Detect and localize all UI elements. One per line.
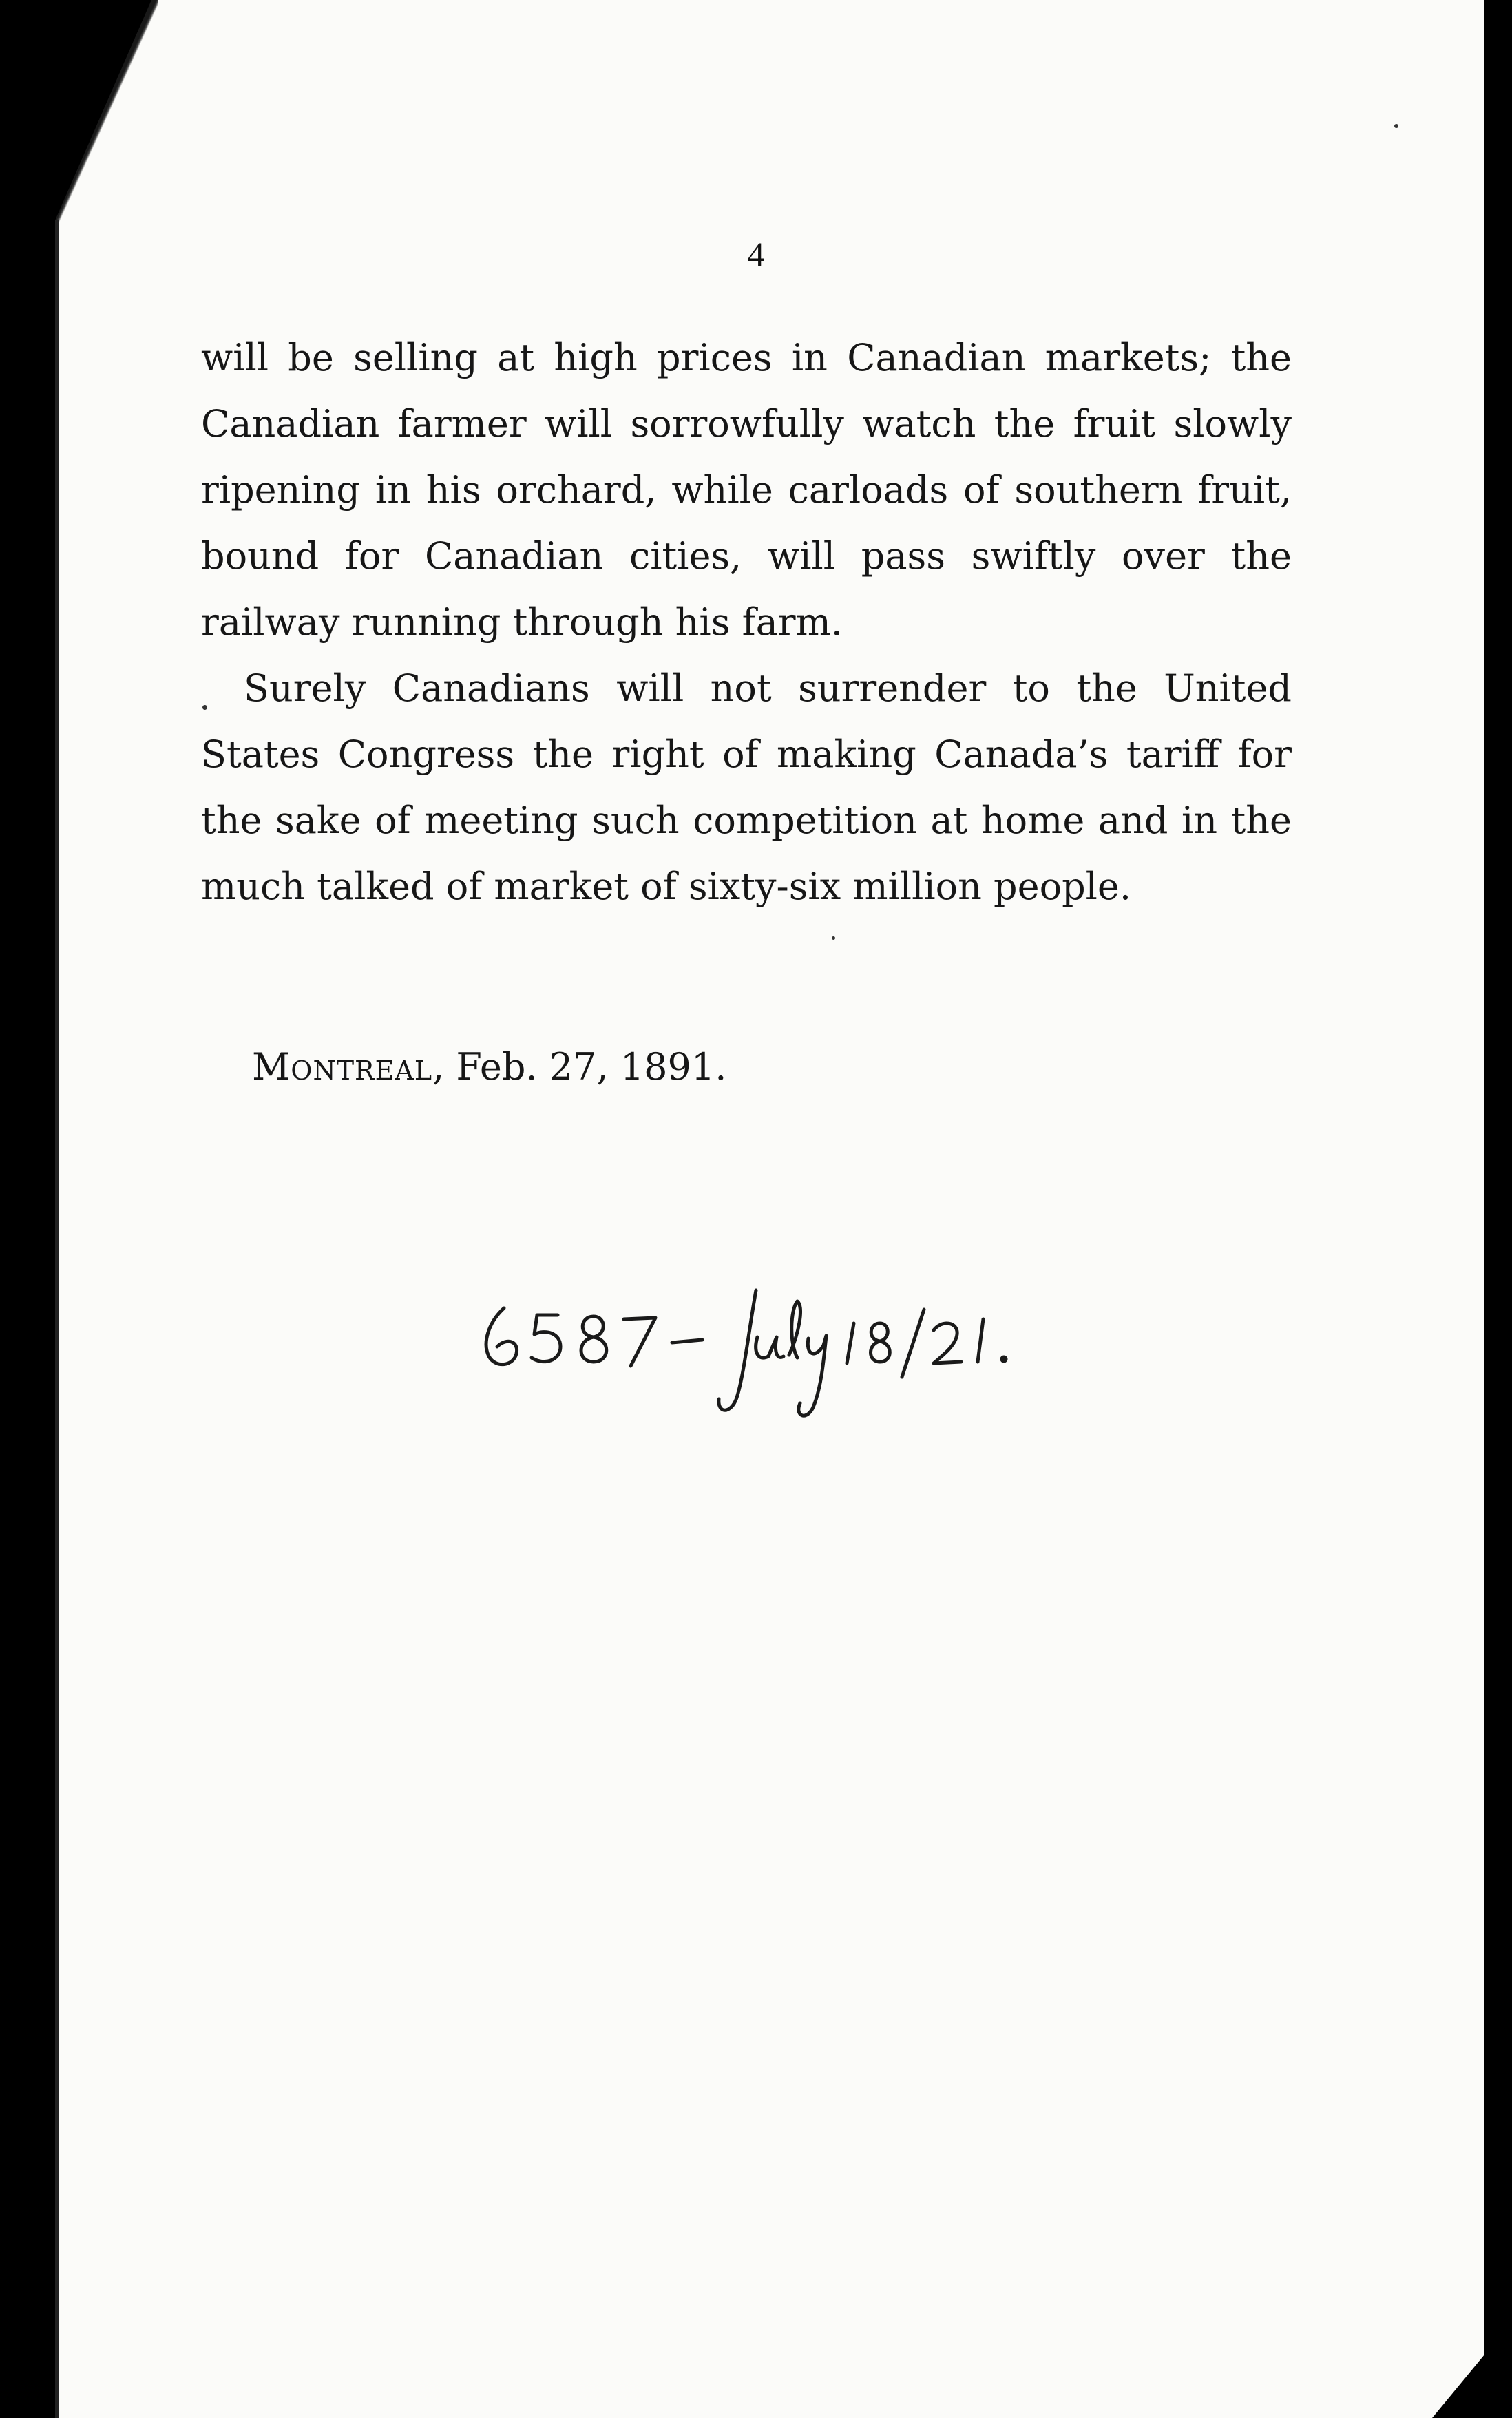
signoff-date: , Feb. 27, 1891. (432, 1045, 727, 1089)
paragraph-2: Surely Canadians will not surrender to the United States Congress the right of making Canada’s tariff for the sake of meeting such competition at home and in the much talked of market of sixty-six million people. (201, 666, 1292, 908)
signoff-line (252, 1045, 726, 1089)
page-number: 4 (747, 235, 765, 273)
ink-speck (832, 936, 835, 940)
body-text (201, 325, 1292, 920)
paragraph-1: will be selling at high prices in Canadian markets; the Canadian farmer will sorrowfully watch the fruit slowly ripening in his orchard, while carloads of southern fruit, bound for Canadian cities, will pass swiftly over the railway running through his farm. (201, 336, 1292, 644)
page-left-edge (55, 220, 59, 2418)
signoff-place: Montreal (252, 1045, 433, 1089)
handwritten-note (468, 1274, 1074, 1418)
folded-corner (55, 0, 158, 227)
ink-speck (202, 705, 207, 710)
ink-speck (1394, 124, 1398, 128)
